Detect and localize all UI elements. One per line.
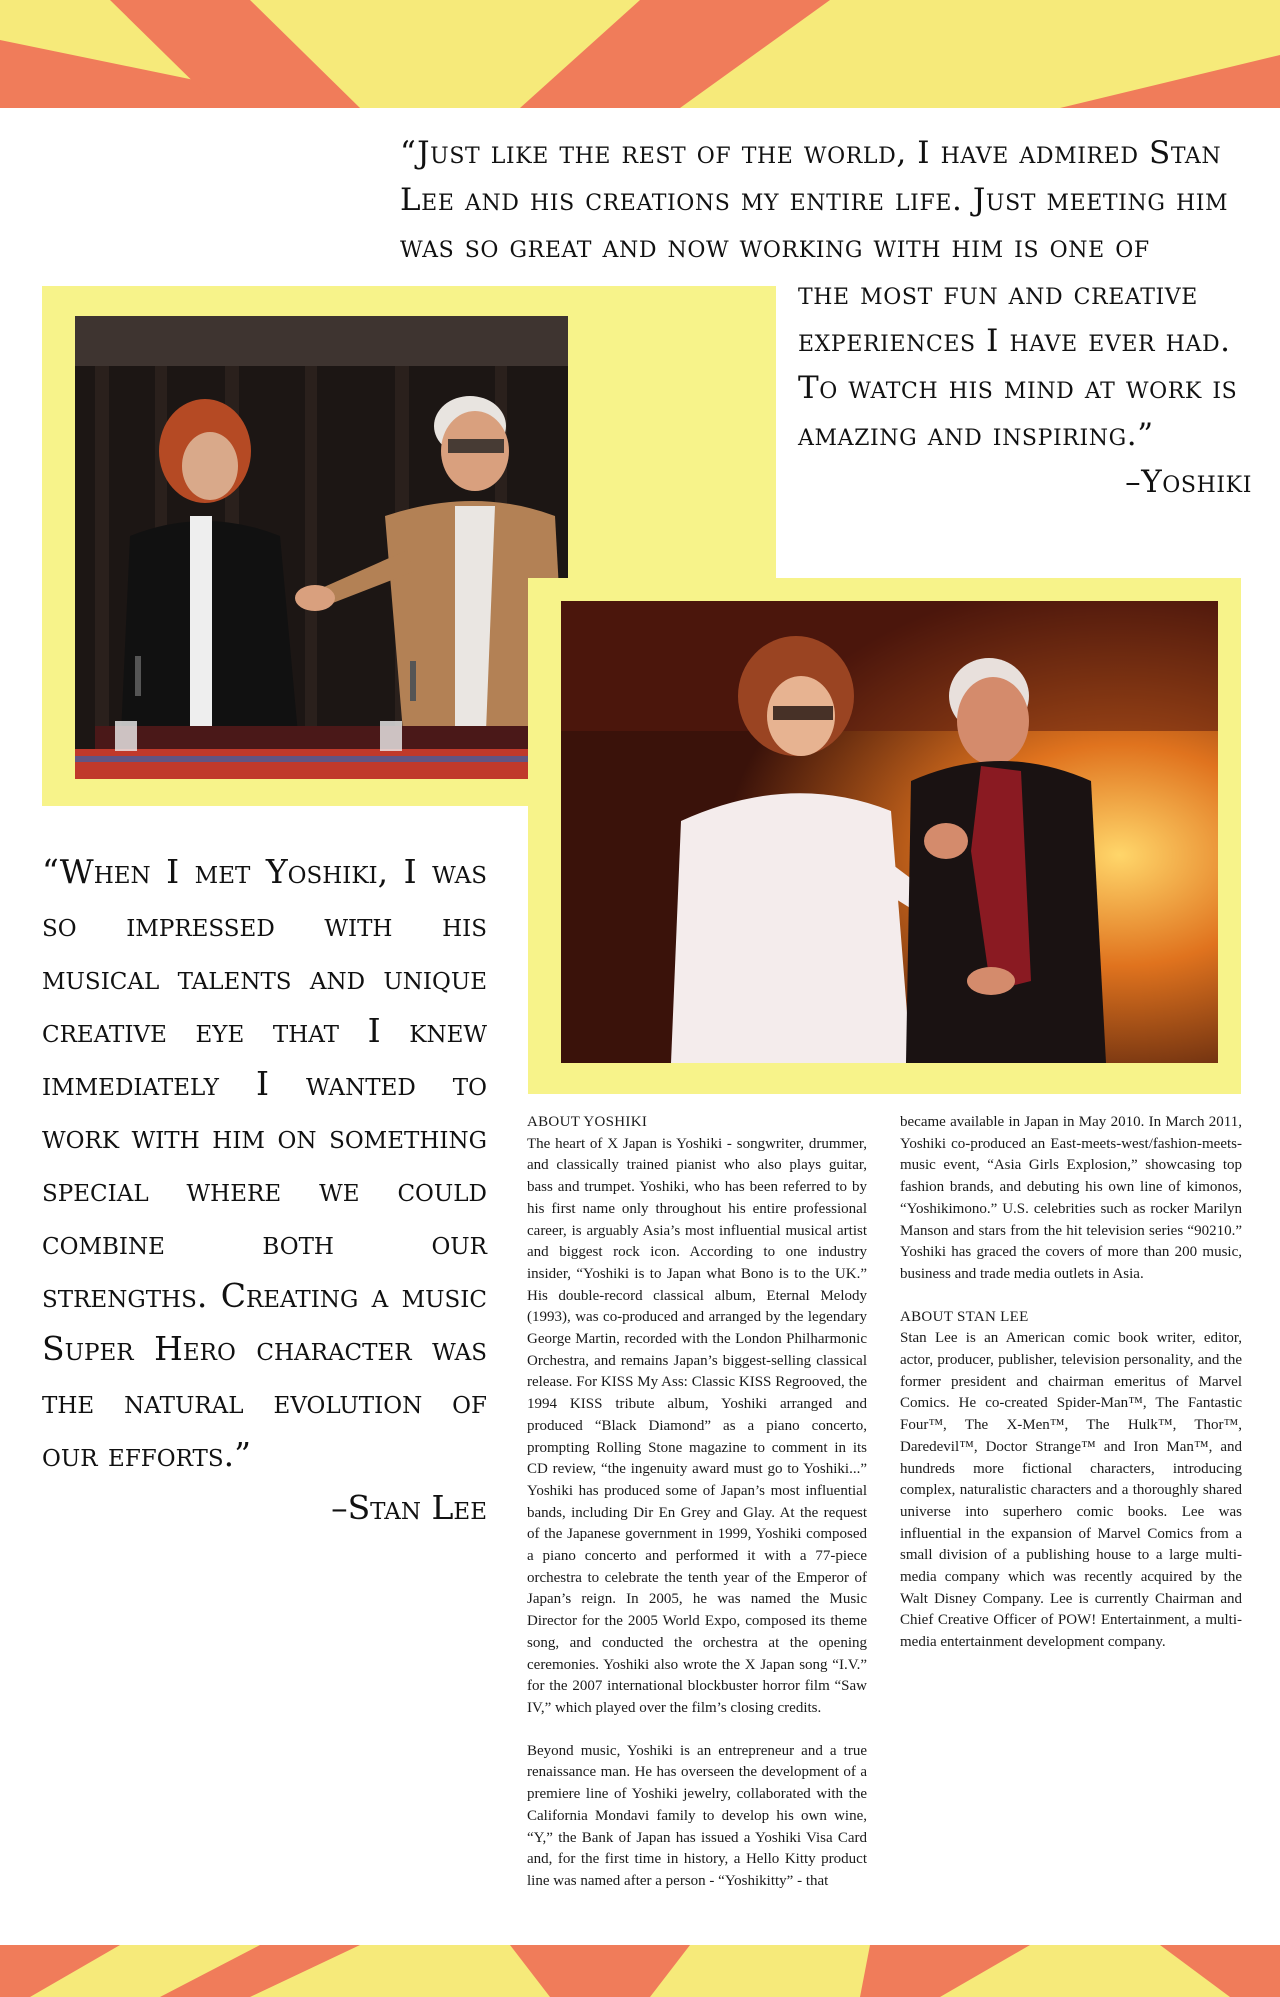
quote-line: the most fun and creative xyxy=(798,276,1198,312)
top-decorative-band xyxy=(0,0,1280,108)
about-yoshiki-paragraph-2-continued: became available in Japan in May 2010. In March 2011, Yoshiki co-produced an East-meets-west/fashion-meets-music event, “Asia Girls Explosion,” showcasing top fashion brands, and debuting his own line of kimonos, “Yoshikimono.” U.S. celebrities such as rocker Marilyn Manson and stars from the hit television series “90210.” Yoshiki has graced the covers of more than 200 music, business and trade media outlets in Asia. xyxy=(900,1114,1242,1282)
photo-press-conference xyxy=(75,316,568,779)
photo-backstage xyxy=(561,601,1218,1063)
about-yoshiki-paragraph-2: Beyond music, Yoshiki is an entrepreneur and a true renaissance man. He has overseen the development of a premiere line of Yoshiki jewelry, collaborated with the California Mondavi family to develop his own wine, “Y,” the Bank of Japan has issued a Yoshiki Visa Card and, for the first time in history, a Hello Kitty product line was named after a person - “Yoshikitty” - that xyxy=(527,1742,867,1889)
article-column-right xyxy=(900,1112,1242,1675)
quote-line: was so great and now working with him is one of xyxy=(400,229,1150,265)
quote-line: Lee and his creations my entire life. Just meeting him xyxy=(400,182,1229,218)
about-yoshiki-paragraph-1: The heart of X Japan is Yoshiki - songwriter, drummer, and classically trained pianist who also plays guitar, bass and trumpet. Yoshiki, who has been referred to by his first name only throughout his entire professional career, is arguably Asia’s most influential musical artist and biggest rock icon. According to one industry insider, “Yoshiki is to Japan what Bono is to the UK.” His double-record classical album, Eternal Melody (1993), was co-produced and arranged by the legendary George Martin, recorded with the London Philharmonic Orchestra, and remains Japan’s biggest-selling classical release. For KISS My Ass: Classic KISS Regrooved, the 1994 KISS tribute album, Yoshiki arranged and produced “Black Diamond” as a piano concerto, prompting Rolling Stone magazine to comment in its CD review, “the ingenuity award must go to Yoshiki...” Yoshiki has produced some of Japan’s most influential bands, including Dir En Grey and Glay. At the request of the Japanese government in 1999, Yoshiki composed a piano concerto and performed it with a 77-piece orchestra to celebrate the tenth year of the Emperor of Japan’s reign. In 2005, he was named the Music Director for the 2005 World Expo, composed its theme song, and conducted the orchestra at the opening ceremonies. Yoshiki also wrote the X Japan song “I.V.” for the 2007 international blockbuster horror film “Saw IV,” which played over the film’s closing credits. xyxy=(527,1135,867,1716)
about-stan-lee-paragraph: Stan Lee is an American comic book writer, editor, actor, producer, publisher, television personality, and the former president and chairman emeritus of Marvel Comics. He co-created Spider-Man™, The Fantastic Four™, The X-Men™, The Hulk™, Thor™, Daredevil™, Doctor Strange™ and Iron Man™, and hundreds more fictional characters, introducing complex, naturalistic characters and a thoroughly shared universe into superhero comic books. Lee was influential in the expansion of Marvel Comics from a small division of a publishing house to a large multi-media company which was recently acquired by the Walt Disney Company. Lee is currently Chairman and Chief Creative Officer of POW! Entertainment, a multi-media entertainment development company. xyxy=(900,1330,1242,1651)
quote-attribution-stan-lee: –Stan Lee xyxy=(331,1488,487,1527)
quote-stan-lee xyxy=(42,845,487,1534)
quote-line: amazing and inspiring.” xyxy=(798,417,1154,453)
quote-line: “Just like the rest of the world, I have admired Stan xyxy=(400,135,1222,171)
heading-about-stan-lee: ABOUT STAN LEE xyxy=(900,1308,1029,1325)
heading-about-yoshiki: ABOUT YOSHIKI xyxy=(527,1114,648,1130)
quote-text-stan-lee: “When I met Yoshiki, I was so impressed with his musical talents and unique creative eye that I knew immediately I wanted to work with him on something special where we could combine both our strengths. Creating a music Super Hero character was the natural evolution of our efforts.” xyxy=(42,852,487,1474)
sunburst-rays-bottom xyxy=(0,1945,1280,1997)
sunburst-rays-top xyxy=(0,0,1280,108)
article-column-left xyxy=(527,1112,867,1914)
quote-attribution-yoshiki: –Yoshiki xyxy=(1125,464,1252,500)
quote-line: experiences I have ever had. xyxy=(798,323,1231,359)
bottom-decorative-band xyxy=(0,1945,1280,1997)
quote-line: To watch his mind at work is xyxy=(798,370,1238,406)
